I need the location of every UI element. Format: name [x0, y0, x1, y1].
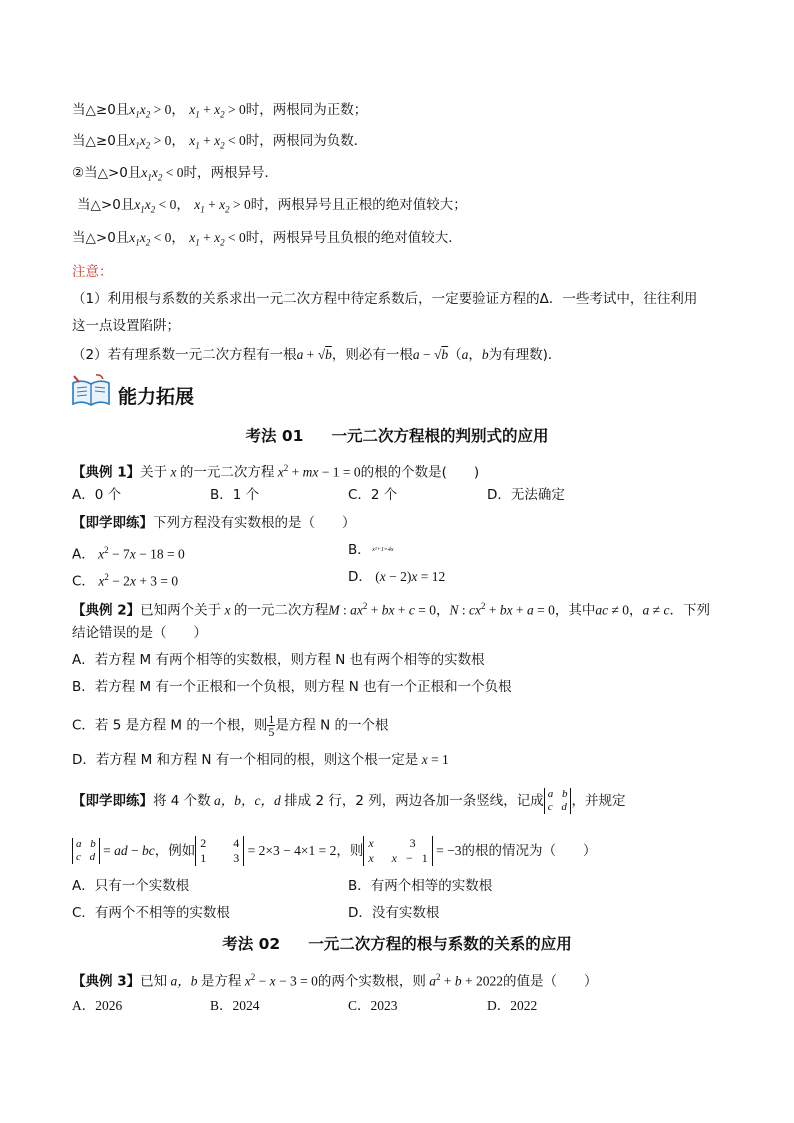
pr1-option-c: C． $x^2 - 2x + 3 = 0$	[72, 572, 179, 590]
ex3-option-b: B．2024	[210, 998, 260, 1013]
book-icon	[70, 373, 112, 409]
ex1-option-a: A．0 个	[72, 487, 122, 503]
intro-line-4: 当△>0且$x_1x_2 < 0$， $x_1 + x_2 > 0$时，两根异号且正根的绝对值较大；	[77, 197, 467, 215]
pr2-option-c: C．有两个不相等的实数根	[72, 905, 230, 921]
intro-line-2: 当△≥0且$x_1x_2 > 0$， $x_1 + x_2 < 0$时，两根同为负数．	[72, 133, 368, 151]
example-3: 【典例 3】已知 a，b 是方程 $x^2 - x - 3 = 0$的两个实数根，则 $a^2 + b + 2022$的值是（ ）	[72, 972, 598, 990]
example-2-line2: 结论错误的是（ ）	[72, 625, 207, 641]
ex1-option-d: D．无法确定	[487, 487, 565, 503]
ex2-option-b: B．若方程 M 有一个正根和一个负根，则方程 N 也有一个正根和一个负根	[72, 679, 512, 695]
ex2-option-a: A．若方程 M 有两个相等的实数根，则方程 N 也有两个相等的实数根	[72, 652, 485, 668]
note-p1-line1: （1）利用根与系数的关系求出一元二次方程中待定系数后，一定要验证方程的Δ．一些考试中，往往利用	[72, 291, 698, 307]
note-p2: （2）若有理系数一元二次方程有一根a + √b，则必有一根a − √b（a，b为有理数)．	[72, 347, 562, 363]
intro-line-1: 当△≥0且$x_1x_2 > 0$， $x_1 + x_2 > 0$时，两根同为正数；	[72, 102, 368, 120]
practice-2-line2: a b c d = ad − bc，例如 2 4 1 3 = 2×3 − 4×1 = 2，则 x 3 x x − 1 = −3的根的情况为（ ）	[72, 836, 597, 866]
pr1-option-a: A． $x^2 - 7x - 18 = 0$	[72, 545, 185, 563]
section-title: 能力拓展	[118, 386, 195, 408]
ex2-option-d: D．若方程 M 和方程 N 有一个相同的根，则这个根一定是 x = 1	[72, 752, 449, 768]
ex3-option-a: A．2026	[72, 998, 123, 1013]
pr2-option-b: B．有两个相等的实数根	[348, 878, 493, 894]
ex3-option-d: D．2022	[487, 998, 538, 1013]
intro-line-3: ②当△>0且$x_1x_2 < 0$时，两根异号．	[72, 165, 279, 183]
intro-line-5: 当△>0且$x_1x_2 < 0$， $x_1 + x_2 < 0$时，两根异号且负根的绝对值较大．	[72, 230, 462, 248]
note-title: 注意：	[72, 264, 113, 280]
kf1-heading: 考法 01 一元二次方程根的判别式的应用	[245, 427, 549, 445]
pr2-option-d: D．没有实数根	[348, 905, 440, 921]
ex1-option-b: B．1 个	[210, 487, 260, 503]
practice-2-line1: 【即学即练】将 4 个数 a，b，c，d 排成 2 行，2 列，两边各加一条竖线，记成 a b c d ，并规定	[72, 788, 626, 813]
pr1-option-b: B． x²+1=4x	[348, 542, 394, 558]
ex2-option-c: C．若 5 是方程 M 的一个根，则 $\frac{1}{5}$ 是方程 N 的一个根	[72, 712, 389, 739]
kf2-heading: 考法 02 一元二次方程的根与系数的关系的应用	[222, 935, 572, 953]
ex3-option-c: C．2023	[348, 998, 398, 1013]
ex1-option-c: C．2 个	[348, 487, 398, 503]
example-2-line1: 【典例 2】已知两个关于 x 的一元二次方程M : $ax^2$ + bx + c = 0，N : $cx^2$ + bx + a = 0，其中ac ≠ 0，a ≠ c．下列	[72, 601, 710, 619]
pr1-option-d: D． (x − 2)x = 12	[348, 569, 446, 585]
pr2-option-a: A．只有一个实数根	[72, 878, 190, 894]
note-p1-line2: 这一点设置陷阱；	[72, 318, 180, 334]
example-1: 【典例 1】关于 x 的一元二次方程 $x^2$ + mx − 1 = 0的根的个数是( )	[72, 463, 480, 481]
practice-1: 【即学即练】下列方程没有实数根的是（ ）	[72, 515, 356, 531]
